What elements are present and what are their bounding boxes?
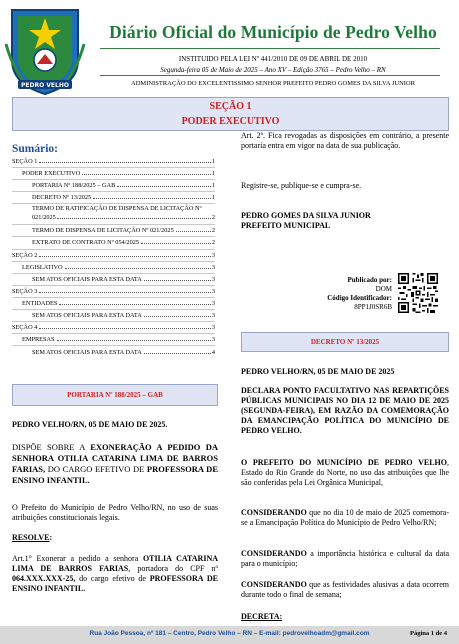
newspaper-title: Diário Oficial do Município de Pedro Velho [109, 22, 437, 42]
qr-code-icon [398, 273, 438, 313]
decreto-considerando-3: CONSIDERANDO que as festividades alusivas a data ocorrem durante todo o final de semana; [241, 580, 449, 599]
signer-name: PEDRO GOMES DA SILVA JUNIOR [241, 211, 371, 220]
decreto-ementa: DECLARA PONTO FACULTATIVO NAS REPARTIÇÕES PÚBLICAS MUNICIPAIS NO DIA 12 DE MAIO DE 2025 (SEGUNDA-FEIRA), EM RAZÃO DA COMEMORAÇÃO DA EMANCIPAÇÃO POLÍTICA DO MUNICÍPIO DE PEDRO VELHO. [241, 386, 449, 435]
closing-statement: Registre-se, publique-se e cumpra-se. [241, 181, 362, 190]
toc-item[interactable]: ENTIDADES 3 [22, 300, 215, 307]
page-number: Página 1 de 4 [409, 630, 447, 637]
page-header [0, 0, 459, 100]
section-name: PODER EXECUTIVO [181, 116, 280, 127]
portaria-resolve: RESOLVE: [12, 533, 53, 542]
decreto-decreta: DECRETA: [241, 612, 283, 621]
toc-item[interactable]: SEÇÃO 2 3 [12, 252, 215, 259]
header-law-line: INSTITUIDO PELA LEI Nº 441/2010 DE 09 DE ABRIL DE 2010 [178, 55, 368, 63]
identifier-value: 8PP1J0SR6B [354, 303, 392, 311]
header-divider [100, 48, 440, 49]
svg-text:PEDRO VELHO: PEDRO VELHO [21, 82, 69, 89]
decreto-considerando-2: CONSIDERANDO a importância histórica e cultural da data para o município; [241, 549, 449, 568]
toc-item[interactable]: SEÇÃO 3 3 [12, 288, 215, 295]
portaria-article-2: Art. 2º. Fica revogadas as disposições em contrário, a presente portaria entra em vigor na data de sua publicação. [241, 131, 449, 150]
signer-role: PREFEITO MUNICIPAL [241, 221, 331, 230]
published-by-label: Publicado por: [347, 276, 392, 284]
decreto-date: PEDRO VELHO/RN, 05 DE MAIO DE 2025 [241, 367, 395, 376]
toc-item[interactable]: EMPRESAS 3 [22, 336, 215, 343]
municipal-crest-icon [4, 4, 86, 98]
portaria-heading: PORTARIA Nº 188/2025 – GAB [12, 384, 218, 406]
decreto-preamble: O PREFEITO DO MUNICÍPIO DE PEDRO VELHO, Estado do Rio Grande do Norte, no uso das atribuições que lhe são conferidas pela Lei Orgânica Municipal, [241, 458, 449, 487]
decreto-considerando-1: CONSIDERANDO que no dia 10 de maio de 2025 comemora-se a Emancipação Política do Município de Pedro Velho/RN; [241, 508, 449, 527]
toc-item[interactable]: DECRETO Nº 13/2025 1 [32, 194, 215, 201]
decreto-heading: DECRETO Nº 13/2025 [241, 332, 449, 352]
toc-item[interactable]: SEM ATOS OFICIAIS PARA ESTA DATA 4 [32, 349, 215, 356]
section-label: SEÇÃO 1 [209, 101, 252, 112]
toc-item[interactable]: SEÇÃO 1 1 [12, 158, 215, 165]
portaria-date: PEDRO VELHO/RN, 05 DE MAIO DE 2025. [12, 420, 168, 429]
toc-item[interactable]: LEGISLATIVO 3 [22, 264, 215, 271]
toc-item[interactable]: SEÇÃO 4 3 [12, 324, 215, 331]
toc-item[interactable]: PORTARIA Nº 188/2025 – GAB 1 [32, 182, 215, 189]
toc-item[interactable]: TERMO DE RATIFICAÇÃO DE DISPENSA DE LICITAÇÃO Nº 021/2025 2 [32, 205, 215, 221]
summary-title: Sumário: [12, 143, 58, 155]
portaria-article-1: Art.1° Exonerar a pedido a senhora OTILIA CATARINA LIMA DE BARROS FARIAS, portadora do CPF nº 064.XXX.XXX-25, do cargo efetivo de PROFESSORA DE ENSINO INFANTIL. [12, 554, 219, 593]
published-by-value: DOM [375, 285, 392, 293]
toc-item[interactable]: TERMO DE DISPENSA DE LICITAÇÃO Nº 021/2025 2 [32, 227, 215, 234]
portaria-summary: DISPÕE SOBRE A EXONERAÇÃO A PEDIDO DA SENHORA OTILIA CATARINA LIMA DE BARROS FARIAS, DO CARGO EFETIVO DE PROFESSORA DE ENSINO INFANTIL. [12, 442, 218, 485]
toc-item[interactable]: SEM ATOS OFICIAIS PARA ESTA DATA 3 [32, 312, 215, 319]
toc-item[interactable]: PODER EXECUTIVO 1 [22, 170, 215, 177]
toc-item[interactable]: SEM ATOS OFICIAIS PARA ESTA DATA 3 [32, 276, 215, 283]
identifier-label: Código Identificador: [327, 294, 392, 302]
header-administration-line: ADMINISTRAÇÃO DO EXCELENTISSIMO SENHOR PREFEITO PEDRO GOMES DA SILVA JUNIOR [131, 80, 415, 87]
page-footer [0, 626, 459, 644]
header-edition-line: Segunda-feira 05 de Maio de 2025 – Ano XV – Edição 3765 – Pedro Velho – RN [160, 66, 386, 74]
section-banner [12, 97, 449, 131]
portaria-intro: O Prefeito do Município de Pedro Velho/RN, no uso de suas atribuições constitucionais legais. [12, 503, 218, 522]
header-divider [100, 75, 440, 76]
footer-address: Rua João Pessoa, nº 181 – Centro, Pedro Velho – RN – E-mail: pedrovelhoadm@gmail.com [89, 630, 370, 637]
toc-item[interactable]: EXTRATO DE CONTRATO Nº 054/2025 2 [32, 239, 215, 246]
